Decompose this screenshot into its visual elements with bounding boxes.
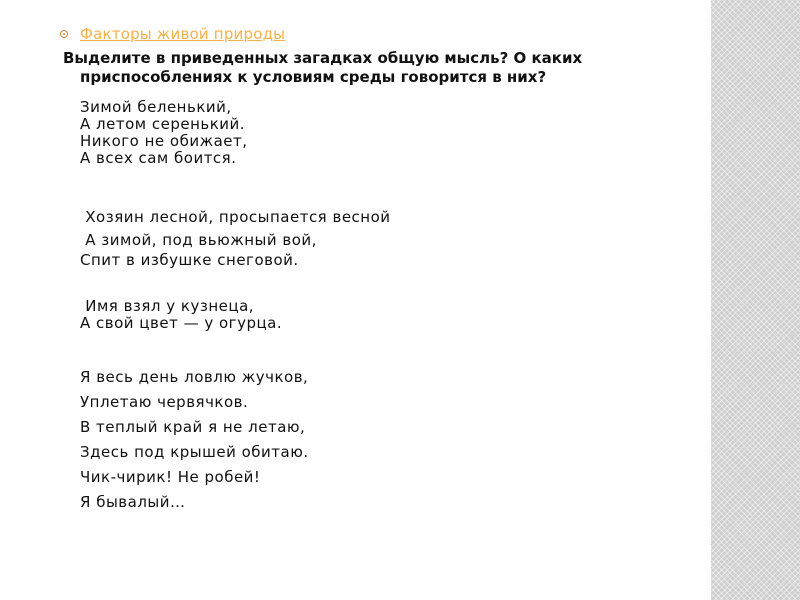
- riddle-line: А зимой, под вьюжный вой,: [80, 231, 317, 249]
- riddle-4: [80, 365, 309, 515]
- riddle-line: А свой цвет — у огурца.: [80, 314, 283, 332]
- question-text: [63, 49, 673, 87]
- circle-bullet-icon: [60, 30, 68, 38]
- riddle-line: Уплетаю червячков.: [80, 393, 249, 411]
- riddle-line: Спит в избушке снеговой.: [80, 251, 299, 269]
- riddle-line: Хозяин лесной, просыпается весной: [80, 208, 391, 226]
- riddle-line: А всех сам боится.: [80, 149, 237, 167]
- question-line-1: Выделите в приведенных загадках общую мысль? О каких: [63, 49, 583, 67]
- riddle-line: Зимой беленький,: [80, 98, 232, 116]
- riddle-line: Я весь день ловлю жучков,: [80, 368, 309, 386]
- riddle-line: Имя взял у кузнеца,: [80, 297, 255, 315]
- slide-title-row: [60, 25, 285, 43]
- riddle-line: Чик-чирик! Не робей!: [80, 468, 261, 486]
- riddle-line: Здесь под крышей обитаю.: [80, 443, 309, 461]
- riddle-line: В теплый край я не летаю,: [80, 418, 306, 436]
- slide-title[interactable]: Факторы живой природы: [80, 25, 286, 43]
- riddle-1: [80, 99, 248, 167]
- question-line-2: приспособлениях к условиям среды говорится в них?: [80, 68, 547, 86]
- riddle-line: А летом серенький.: [80, 115, 246, 133]
- riddle-line: Никого не обижает,: [80, 132, 248, 150]
- decorative-side-stripe: [711, 0, 800, 600]
- riddle-line: Я бывалый…: [80, 493, 186, 511]
- riddle-2: [80, 206, 391, 269]
- riddle-3: [80, 298, 282, 332]
